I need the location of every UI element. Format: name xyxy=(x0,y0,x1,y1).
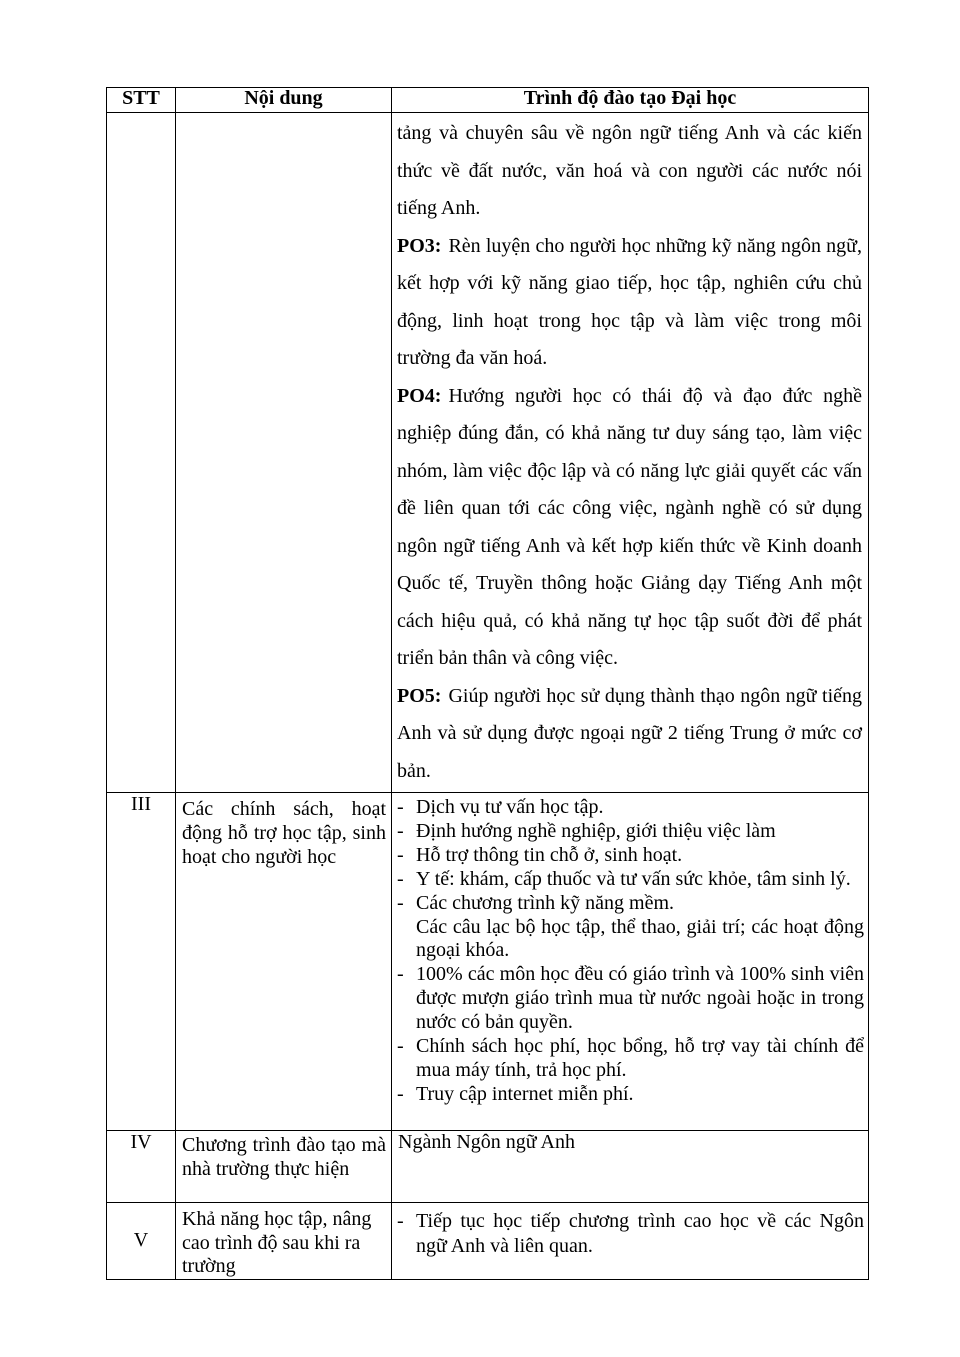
bullet-dash: - xyxy=(397,843,404,866)
bullet-dash: - xyxy=(397,819,404,842)
noi-dung-cell-iii xyxy=(176,793,392,1131)
list-item-text: Chính sách học phí, học bổng, hỗ trợ vay tài chính để mua máy tính, trả học phí. xyxy=(416,1035,864,1081)
program-value-text: Ngành Ngôn ngữ Anh xyxy=(398,1131,575,1153)
further-study-cell xyxy=(392,1203,869,1280)
list-item xyxy=(397,796,864,820)
bullet-dash: - xyxy=(397,796,404,818)
list-item-text: Các chương trình kỹ năng mềm. xyxy=(416,891,675,914)
noi-dung-cell-iv xyxy=(176,1131,392,1203)
stt-cell-empty xyxy=(107,113,176,793)
list-item-text: Tiếp tục học tiếp chương trình cao học về các Ngôn ngữ Anh và liên quan. xyxy=(416,1210,864,1257)
bullet-dash: - xyxy=(397,891,404,914)
continuation-paragraph xyxy=(397,115,862,228)
noi-dung-cell-v xyxy=(176,1203,392,1280)
header-cell-stt: STT xyxy=(107,88,176,113)
bullet-dash: - xyxy=(397,1035,404,1058)
bullet-dash xyxy=(397,916,416,964)
stt-cell-iii: III xyxy=(107,793,176,1131)
po-paragraphs-box xyxy=(392,113,868,791)
list-item xyxy=(397,916,864,964)
header-cell-trinh-do: Trình độ đào tạo Đại học xyxy=(392,88,869,113)
list-item xyxy=(397,1035,864,1083)
noi-dung-text-iv: Chương trình đào tạo mà nhà trường thực hiện xyxy=(182,1134,386,1180)
list-item xyxy=(397,820,864,844)
po3-label: PO3: xyxy=(397,234,442,257)
row-continuation xyxy=(107,113,869,793)
po3-paragraph xyxy=(397,228,862,378)
list-item xyxy=(397,868,864,892)
program-value-cell xyxy=(392,1131,869,1203)
header-row xyxy=(107,88,869,113)
list-item xyxy=(397,1209,864,1259)
support-list-cell xyxy=(392,793,869,1131)
po4-paragraph xyxy=(397,378,862,678)
list-item-text: Truy cập internet miễn phí. xyxy=(416,1082,634,1105)
bullet-dash: - xyxy=(397,867,404,890)
noi-dung-text-iii: Các chính sách, hoạt động hỗ trợ học tập, sinh hoạt cho người học xyxy=(182,798,386,869)
list-item-text: Hỗ trợ thông tin chỗ ở, sinh hoạt. xyxy=(416,843,683,866)
support-list xyxy=(392,793,868,1128)
list-item xyxy=(397,844,864,868)
list-item xyxy=(397,1083,864,1107)
list-item-text: 100% các môn học đều có giáo trình và 100% sinh viên được mượn giáo trình mua từ nước ngoài hoặc in trong nước có bản quyền. xyxy=(416,963,864,1034)
po5-label: PO5: xyxy=(397,684,442,707)
po5-paragraph xyxy=(397,678,862,791)
list-item xyxy=(397,892,864,916)
noi-dung-cell-empty xyxy=(176,113,392,793)
po-paragraphs-cell xyxy=(392,113,869,793)
program-info-table xyxy=(106,87,869,1280)
po4-label: PO4: xyxy=(397,384,442,407)
row-iii xyxy=(107,793,869,1131)
list-item-text: Định hướng nghề nghiệp, giới thiệu việc làm xyxy=(416,819,776,842)
row-v xyxy=(107,1203,869,1280)
bullet-dash: - xyxy=(397,1210,404,1232)
list-item-text: Các câu lạc bộ học tập, thể thao, giải trí; các hoạt động ngoại khóa. xyxy=(416,915,864,962)
po5-text: Giúp người học sử dụng thành thạo ngôn ngữ tiếng Anh và sử dụng được ngoại ngữ 2 tiếng Trung ở mức cơ bản. xyxy=(397,684,862,782)
list-item-text: Y tế: khám, cấp thuốc và tư vấn sức khỏe, tâm sinh lý. xyxy=(416,867,851,890)
po4-text: Hướng người học có thái độ và đạo đức nghề nghiệp đúng đắn, có khả năng tư duy sáng tạo, làm việc nhóm, làm việc độc lập và có năng lực giải quyết các vấn đề liên quan tới các công việc, ngành nghề có sử dụng ngôn ngữ tiếng Anh và kết hợp kiến thức về Kinh doanh Quốc tế, Truyền thông hoặc Giảng dạy Tiếng Anh một cách hiệu quả, có khả năng tự học tập suốt đời để phát triển bản thân và công việc. xyxy=(397,384,862,669)
stt-cell-v: V xyxy=(107,1203,176,1280)
stt-cell-iv: IV xyxy=(107,1131,176,1203)
po-text: tảng và chuyên sâu về ngôn ngữ tiếng Anh và các kiến thức về đất nước, văn hoá và con người các nước nói tiếng Anh. xyxy=(397,122,862,219)
noi-dung-text-v: Khả năng học tập, nâng cao trình độ sau khi ra trường xyxy=(182,1208,372,1278)
list-item xyxy=(397,963,864,1035)
header-cell-noi-dung: Nội dung xyxy=(176,88,392,113)
bullet-dash: - xyxy=(397,1082,404,1105)
po3-text: Rèn luyện cho người học những kỹ năng ngôn ngữ, kết hợp với kỹ năng giao tiếp, học tập, nghiên cứu chủ động, linh hoạt trong học tập và làm việc trong môi trường đa văn hoá. xyxy=(397,234,862,369)
further-study-list xyxy=(392,1203,868,1259)
row-iv xyxy=(107,1131,869,1203)
bullet-dash: - xyxy=(397,963,404,986)
list-item-text: Dịch vụ tư vấn học tập. xyxy=(416,796,604,818)
